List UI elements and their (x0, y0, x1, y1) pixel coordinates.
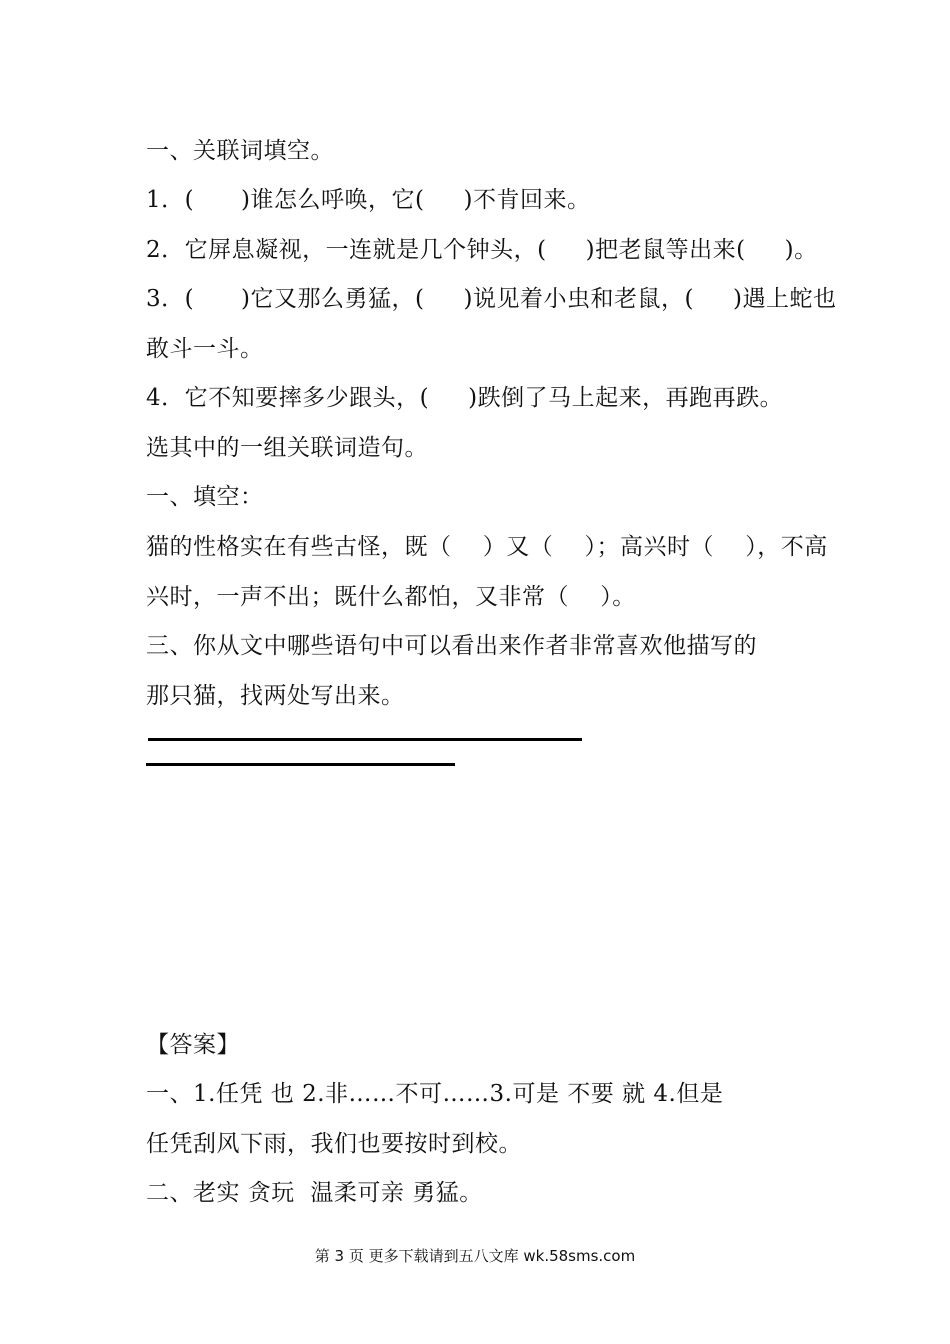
page-footer: 第 3 页 更多下载请到五八文库 wk.58sms.com (314, 1247, 636, 1265)
answer-line-2 (146, 763, 455, 766)
fill-line-2: 兴时，一声不出；既什么都怕，又非常（ ）。 (146, 584, 636, 610)
question-3-line-1: 3．( )它又那么勇猛，( )说见着小虫和老鼠，( )遇上蛇也 (146, 286, 837, 312)
answer-1: 一、1.任凭 也 2.非……不可……3.可是 不要 就 4.但是 (146, 1081, 724, 1107)
answer-sentence: 任凭刮风下雨，我们也要按时到校。 (146, 1131, 522, 1157)
answer-2: 二、老实 贪玩 温柔可亲 勇猛。 (146, 1180, 483, 1206)
question-4: 4．它不知要摔多少跟头，( )跌倒了马上起来，再跑再跌。 (146, 385, 784, 411)
section-heading-conjunctions: 一、关联词填空。 (146, 138, 334, 164)
section-heading-3-line-1: 三、你从文中哪些语句中可以看出来作者非常喜欢他描写的 (146, 633, 757, 659)
section-heading-3-line-2: 那只猫，找两处写出来。 (146, 683, 405, 709)
question-3-line-2: 敢斗一斗。 (146, 336, 264, 362)
sentence-instruction: 选其中的一组关联词造句。 (146, 435, 428, 461)
section-heading-fill: 一、填空： (146, 484, 264, 510)
answers-title: 【答案】 (146, 1032, 240, 1058)
answer-line-1 (148, 738, 582, 741)
question-1: 1．( )谁怎么呼唤，它( )不肯回来。 (146, 187, 591, 213)
question-2: 2．它屏息凝视，一连就是几个钟头，( )把老鼠等出来( )。 (146, 237, 818, 263)
fill-line-1: 猫的性格实在有些古怪，既（ ）又（ ）；高兴时（ ），不高 (146, 534, 828, 560)
